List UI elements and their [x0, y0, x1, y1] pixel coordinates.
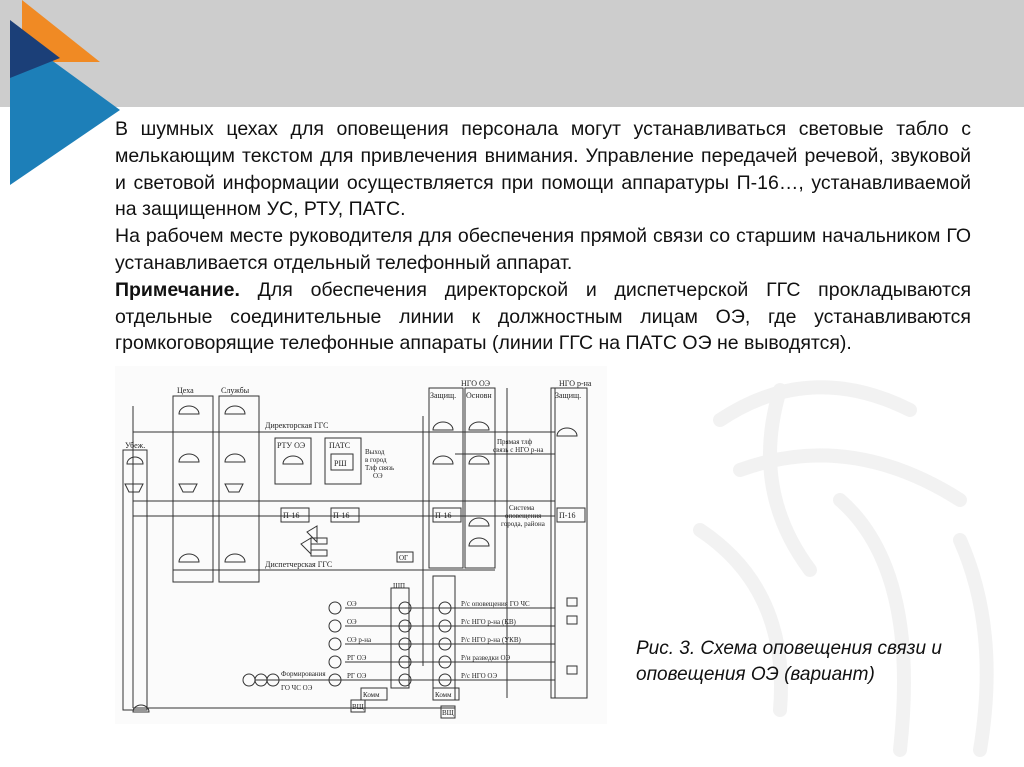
- label-p16-4: П-16: [559, 511, 576, 520]
- label-ri-razv: Р/и разведки ОЭ: [461, 654, 511, 662]
- frame-tsekha: [173, 396, 213, 582]
- label-pats: ПАТС: [329, 441, 351, 450]
- label-vyhod-2: в город: [365, 456, 387, 464]
- frame-zashchishch: [429, 388, 463, 568]
- label-zashchishch-2: Защищ.: [555, 391, 582, 400]
- label-p16-2: П-16: [333, 511, 350, 520]
- label-rs-ngo-oe: Р/с НГО ОЭ: [461, 672, 498, 680]
- label-rtu: РТУ ОЭ: [277, 441, 306, 450]
- label-sistema-2: оповещения: [505, 512, 542, 520]
- label-vyhod-4: ОЭ: [373, 472, 383, 480]
- label-komm-1: Комм: [363, 691, 380, 699]
- label-formirovaniya-2: ГО ЧС ОЭ: [281, 684, 313, 692]
- label-direktorskaya: Директорская ГГС: [265, 421, 329, 430]
- label-ngo-oe: НГО ОЭ: [461, 379, 491, 388]
- figure-caption: Рис. 3. Схема оповещения связи и оповещения ОЭ (вариант): [636, 638, 942, 685]
- frame-sluzhby: [219, 396, 259, 582]
- label-vyhod-3: Тлф связь: [365, 464, 395, 472]
- note-label: Примечание.: [115, 278, 240, 301]
- logo: [0, 0, 130, 190]
- label-oe-rna-2: ОЭ р-на: [347, 636, 372, 644]
- notification-scheme-diagram: [115, 366, 607, 724]
- label-ubezh: Убеж.: [125, 441, 146, 450]
- header-band: [0, 0, 1024, 107]
- label-tsekha: Цеха: [177, 386, 194, 395]
- label-p16-1: П-16: [283, 511, 300, 520]
- label-dispetcherskaya: Диспетчерская ГГС: [265, 560, 333, 569]
- label-vshch-2: ВЩ: [442, 709, 454, 717]
- label-rs-opov: Р/с оповещения ГО ЧС: [461, 600, 530, 608]
- note-text: Для обеспечения директорской и диспетчерской ГГС прокладываются отдельные соединительные линии к должностным лицам ОЭ, где устанавливаются громкоговорящие телефонные аппараты (линии ГГС на ПАТС ОЭ не выводятся).: [115, 278, 971, 355]
- paragraph-note: [115, 277, 971, 357]
- paragraph-2: На рабочем месте руководителя для обеспечения прямой связи со старшим начальником ГО устанавливается отдельный телефонный аппарат.: [115, 225, 971, 274]
- frame-ubezh: [123, 450, 147, 710]
- watermark-emblem: [660, 330, 1024, 767]
- label-oe-rna-1: ОЭ: [347, 618, 357, 626]
- label-sluzhby: Службы: [221, 386, 250, 395]
- label-zashchishch: Защищ.: [430, 391, 457, 400]
- label-vshch-1: ВЩ: [352, 703, 364, 711]
- label-rg-oe-1: РГ ОЭ: [347, 654, 367, 662]
- label-p16-3: П-16: [435, 511, 452, 520]
- label-shp: ШП: [393, 582, 406, 590]
- paragraph-1: В шумных цехах для оповещения персонала могут устанавливаться световые табло с мелькающим текстом для привлечения внимания. Управление передачей речевой, звуковой и световой информации осуществляется при помощи аппаратуры П-16…, устанавливаемой на защищенном УС, РТУ, ПАТС.: [115, 118, 971, 221]
- label-komm-2: Комм: [435, 691, 452, 699]
- label-sistema-3: города, района: [501, 520, 545, 528]
- label-og: ОГ: [399, 554, 409, 562]
- body-text: [115, 116, 971, 368]
- speaker-icons: [125, 484, 327, 556]
- label-rsh: РШ: [334, 459, 347, 468]
- label-rs-ngo-ukv: Р/с НГО р-на (УКВ): [461, 636, 521, 644]
- frame-ngo-rna: [551, 388, 587, 698]
- label-rs-ngo-kv: Р/с НГО р-на (КВ): [461, 618, 516, 626]
- label-oe: ОЭ: [347, 600, 357, 608]
- label-vyhod-1: Выход: [365, 448, 385, 456]
- label-formirovaniya-1: Формирования: [281, 670, 326, 678]
- label-pryamaya-2: связь с НГО р-на: [493, 446, 544, 454]
- frame-osnovn: [465, 388, 495, 568]
- label-osnovn: Основн: [466, 391, 492, 400]
- label-pryamaya-1: Прямая тлф: [497, 438, 533, 446]
- label-sistema-1: Система: [509, 504, 535, 512]
- label-ngo-rna: НГО р-на: [559, 379, 592, 388]
- label-rg-oe-2: РГ ОЭ: [347, 672, 367, 680]
